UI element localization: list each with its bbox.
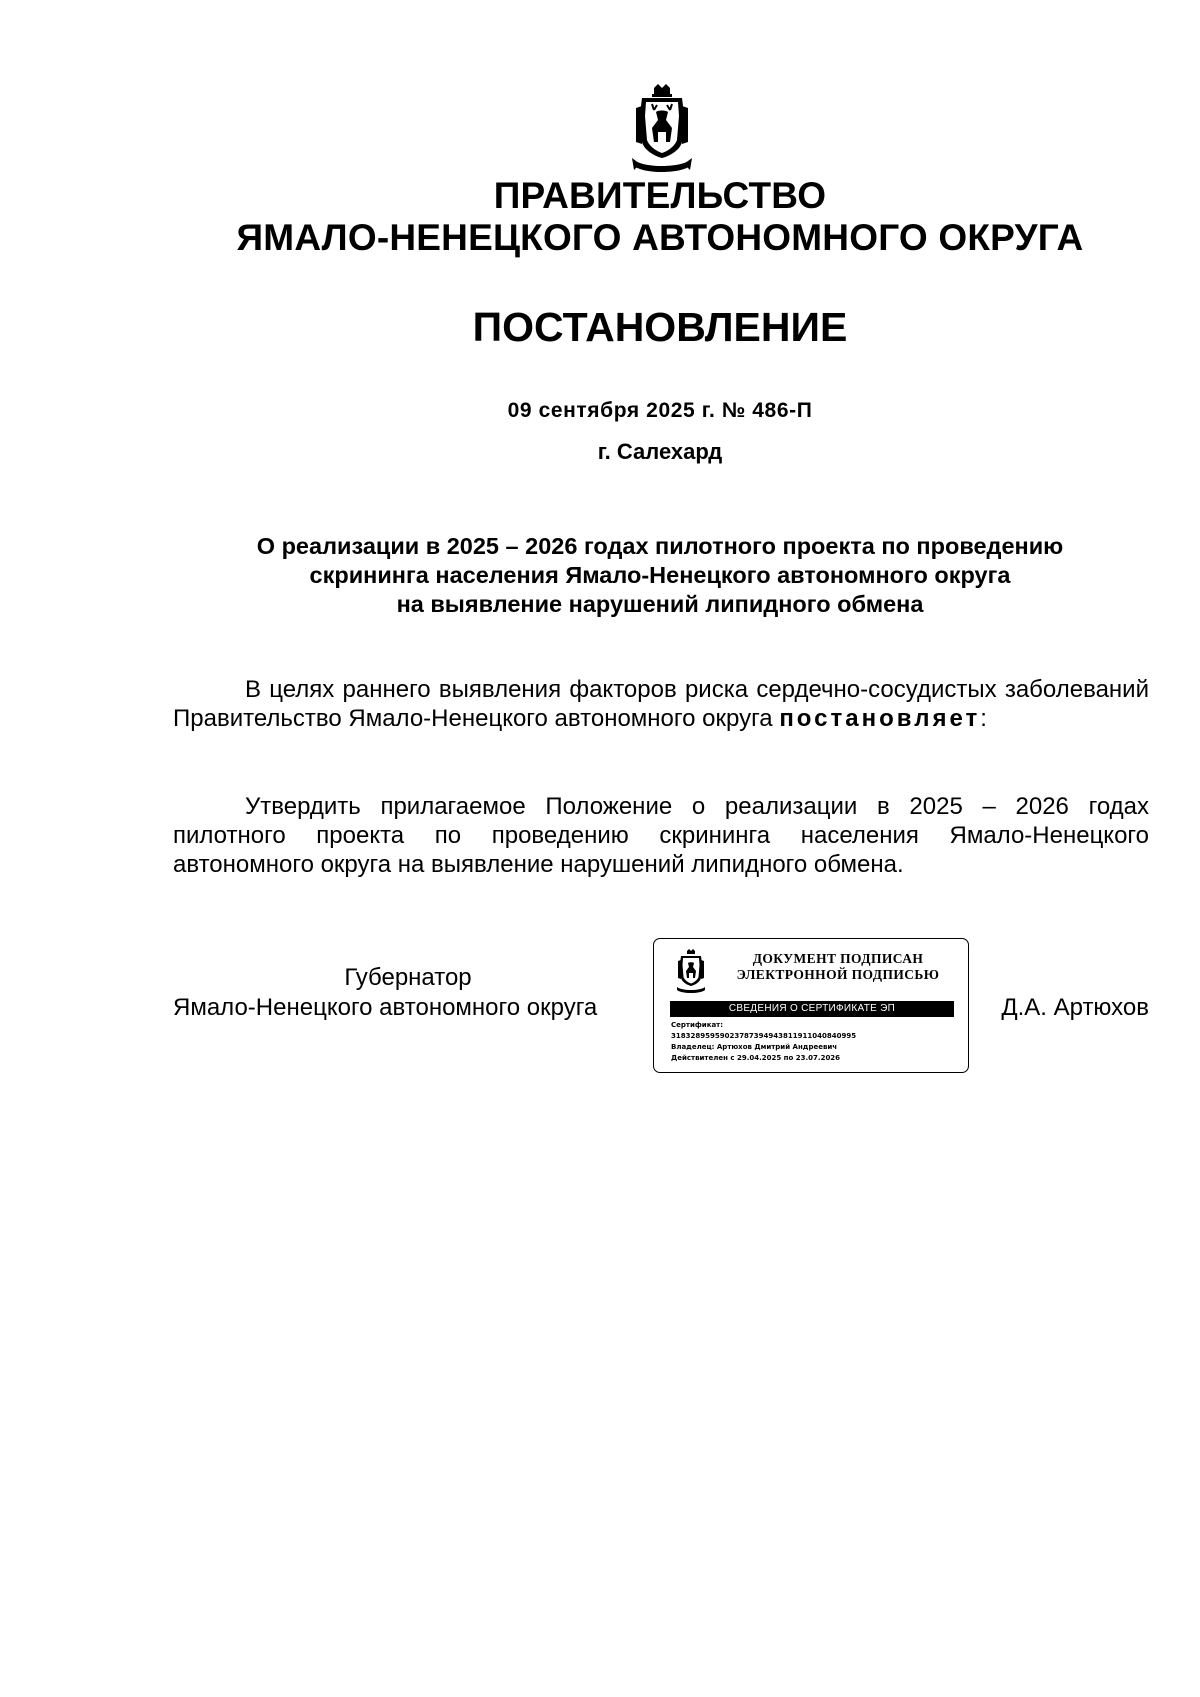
document-subject <box>0 532 1200 619</box>
stamp-heading-line-1: ДОКУМЕНТ ПОДПИСАН <box>752 951 924 966</box>
preamble-colon: : <box>980 705 987 732</box>
certificate-owner: Владелец: Артюхов Дмитрий Андреевич <box>671 1043 838 1051</box>
certificate-validity: Действителен с 29.04.2025 по 23.07.2026 <box>671 1054 841 1062</box>
preamble-text: В целях раннего выявления факторов риска сердечно-сосудистых заболеваний Правительство Ямало-Ненецкого автономного округа <box>173 676 1149 732</box>
subject-line-3: на выявление нарушений липидного обмена <box>396 591 924 617</box>
subject-line-2: скрининга населения Ямало-Ненецкого автономного округа <box>309 562 1011 588</box>
stamp-heading-line-2: ЭЛЕКТРОННОЙ ПОДПИСЬЮ <box>736 967 940 982</box>
electronic-signature-stamp <box>653 938 969 1073</box>
stamp-heading <box>722 951 954 983</box>
stamp-coat-of-arms-icon <box>674 949 708 995</box>
certificate-number: 31832895959023787394943811911040840995 <box>671 1032 857 1040</box>
date-number: 09 сентября 2025 г. № 486-П <box>507 399 813 422</box>
city: г. Салехард <box>597 439 723 464</box>
paragraph-preamble <box>173 675 1149 733</box>
certificate-info-bar: СВЕДЕНИЯ О СЕРТИФИКАТЕ ЭП <box>670 1001 954 1017</box>
government-region: ЯМАЛО-НЕНЕЦКОГО АВТОНОМНОГО ОКРУГА <box>236 217 1084 258</box>
coat-of-arms-icon <box>630 84 694 176</box>
subject-line-1: О реализации в 2025 – 2026 годах пилотного проекта по проведению <box>256 533 1064 559</box>
signatory-name: Д.А. Артюхов <box>1001 994 1149 1021</box>
certificate-details <box>671 1020 955 1064</box>
paragraph-approve: Утвердить прилагаемое Положение о реализации в 2025 – 2026 годах пилотного проекта по проведению скрининга населения Ямало-Ненецкого автономного округа на выявление нарушений липидного обмена. <box>173 793 1149 878</box>
document-type: ПОСТАНОВЛЕНИЕ <box>472 304 848 350</box>
signatory-organization: Ямало-Ненецкого автономного округа <box>173 994 598 1021</box>
signatory-title: Губернатор <box>344 964 472 991</box>
certificate-label: Сертификат: <box>671 1021 724 1029</box>
government-title: ПРАВИТЕЛЬСТВО <box>493 175 827 216</box>
resolves-keyword: постановляет <box>779 705 981 732</box>
